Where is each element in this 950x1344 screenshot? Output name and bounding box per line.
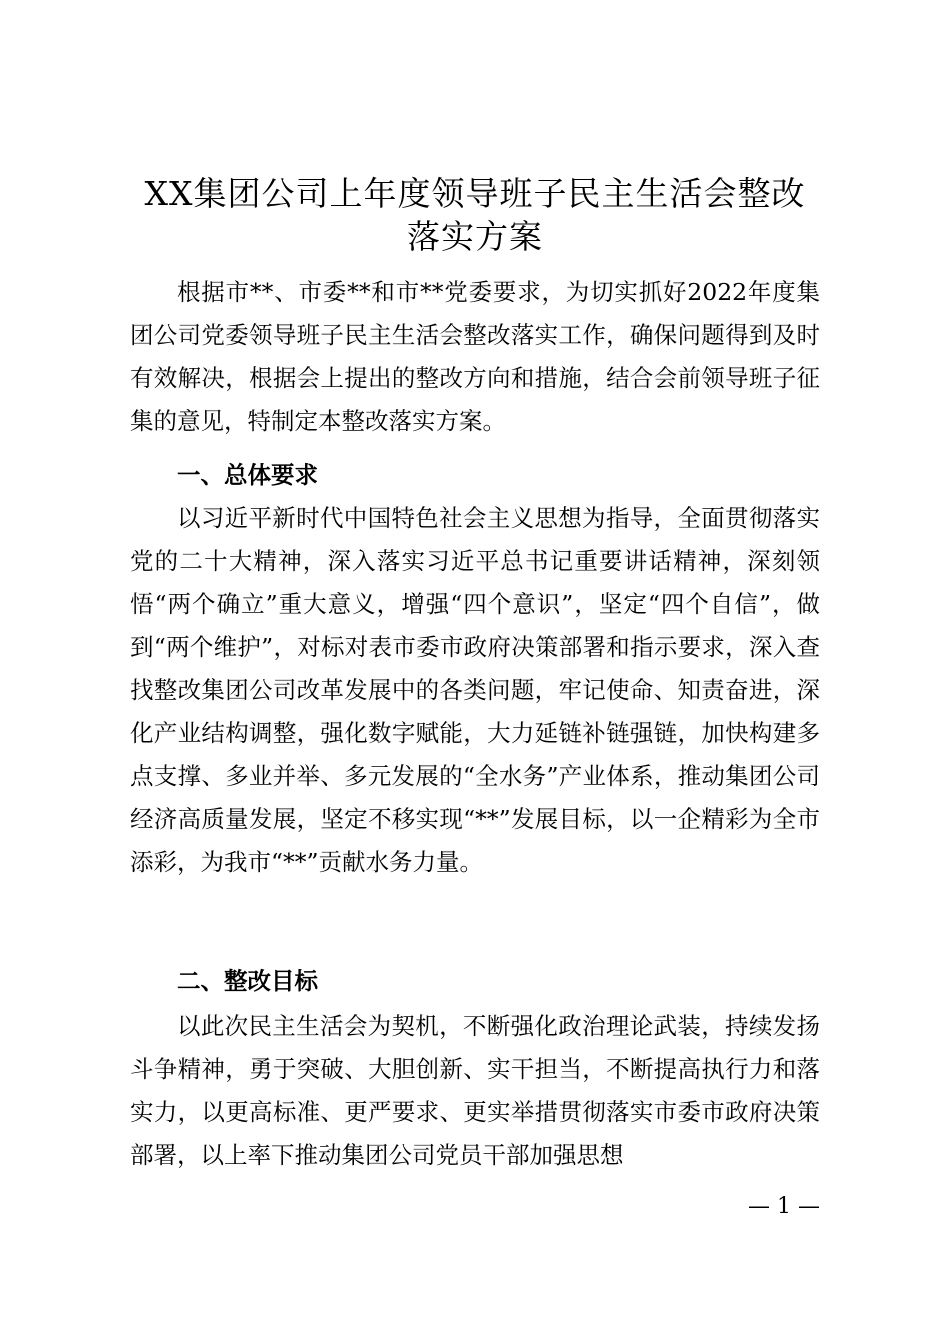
- document-title-line-2: 落实方案: [407, 217, 543, 256]
- document-title-line-1: XX集团公司上年度领导班子民主生活会整改: [144, 174, 806, 213]
- section-heading-overall-requirements: 一、总体要求: [177, 461, 318, 489]
- section-heading-rectification-goals: 二、整改目标: [177, 967, 318, 995]
- section-paragraph-rectification-goals: 以此次民主生活会为契机，不断强化政治理论武装，持续发扬斗争精神，勇于突破、大胆创新、实干担当，不断提高执行力和落实力，以更高标准、更严要求、更实举措贯彻落实市委市政府决策部署，以上率下推动集团公司党员干部加强思想: [130, 1012, 820, 1169]
- intro-paragraph: 根据市**、市委**和市**党委要求，为切实抓好2022年度集团公司党委领导班子民主生活会整改落实工作，确保问题得到及时有效解决，根据会上提出的整改方向和措施，结合会前领导班子征集的意见，特制定本整改落实方案。: [130, 278, 820, 435]
- page-number: — 1 —: [748, 1194, 820, 1219]
- section-paragraph-overall-requirements: 以习近平新时代中国特色社会主义思想为指导，全面贯彻落实党的二十大精神，深入落实习近平总书记重要讲话精神，深刻领悟“两个确立”重大意义，增强“四个意识”，坚定“四个自信”，做到“两个维护”，对标对表市委市政府决策部署和指示要求，深入查找整改集团公司改革发展中的各类问题，牢记使命、知责奋进，深化产业结构调整，强化数字赋能，大力延链补链强链，加快构建多点支撑、多业并举、多元发展的“全水务”产业体系，推动集团公司经济高质量发展，坚定不移实现“**”发展目标，以一企精彩为全市添彩，为我市“**”贡献水务力量。: [130, 504, 820, 876]
